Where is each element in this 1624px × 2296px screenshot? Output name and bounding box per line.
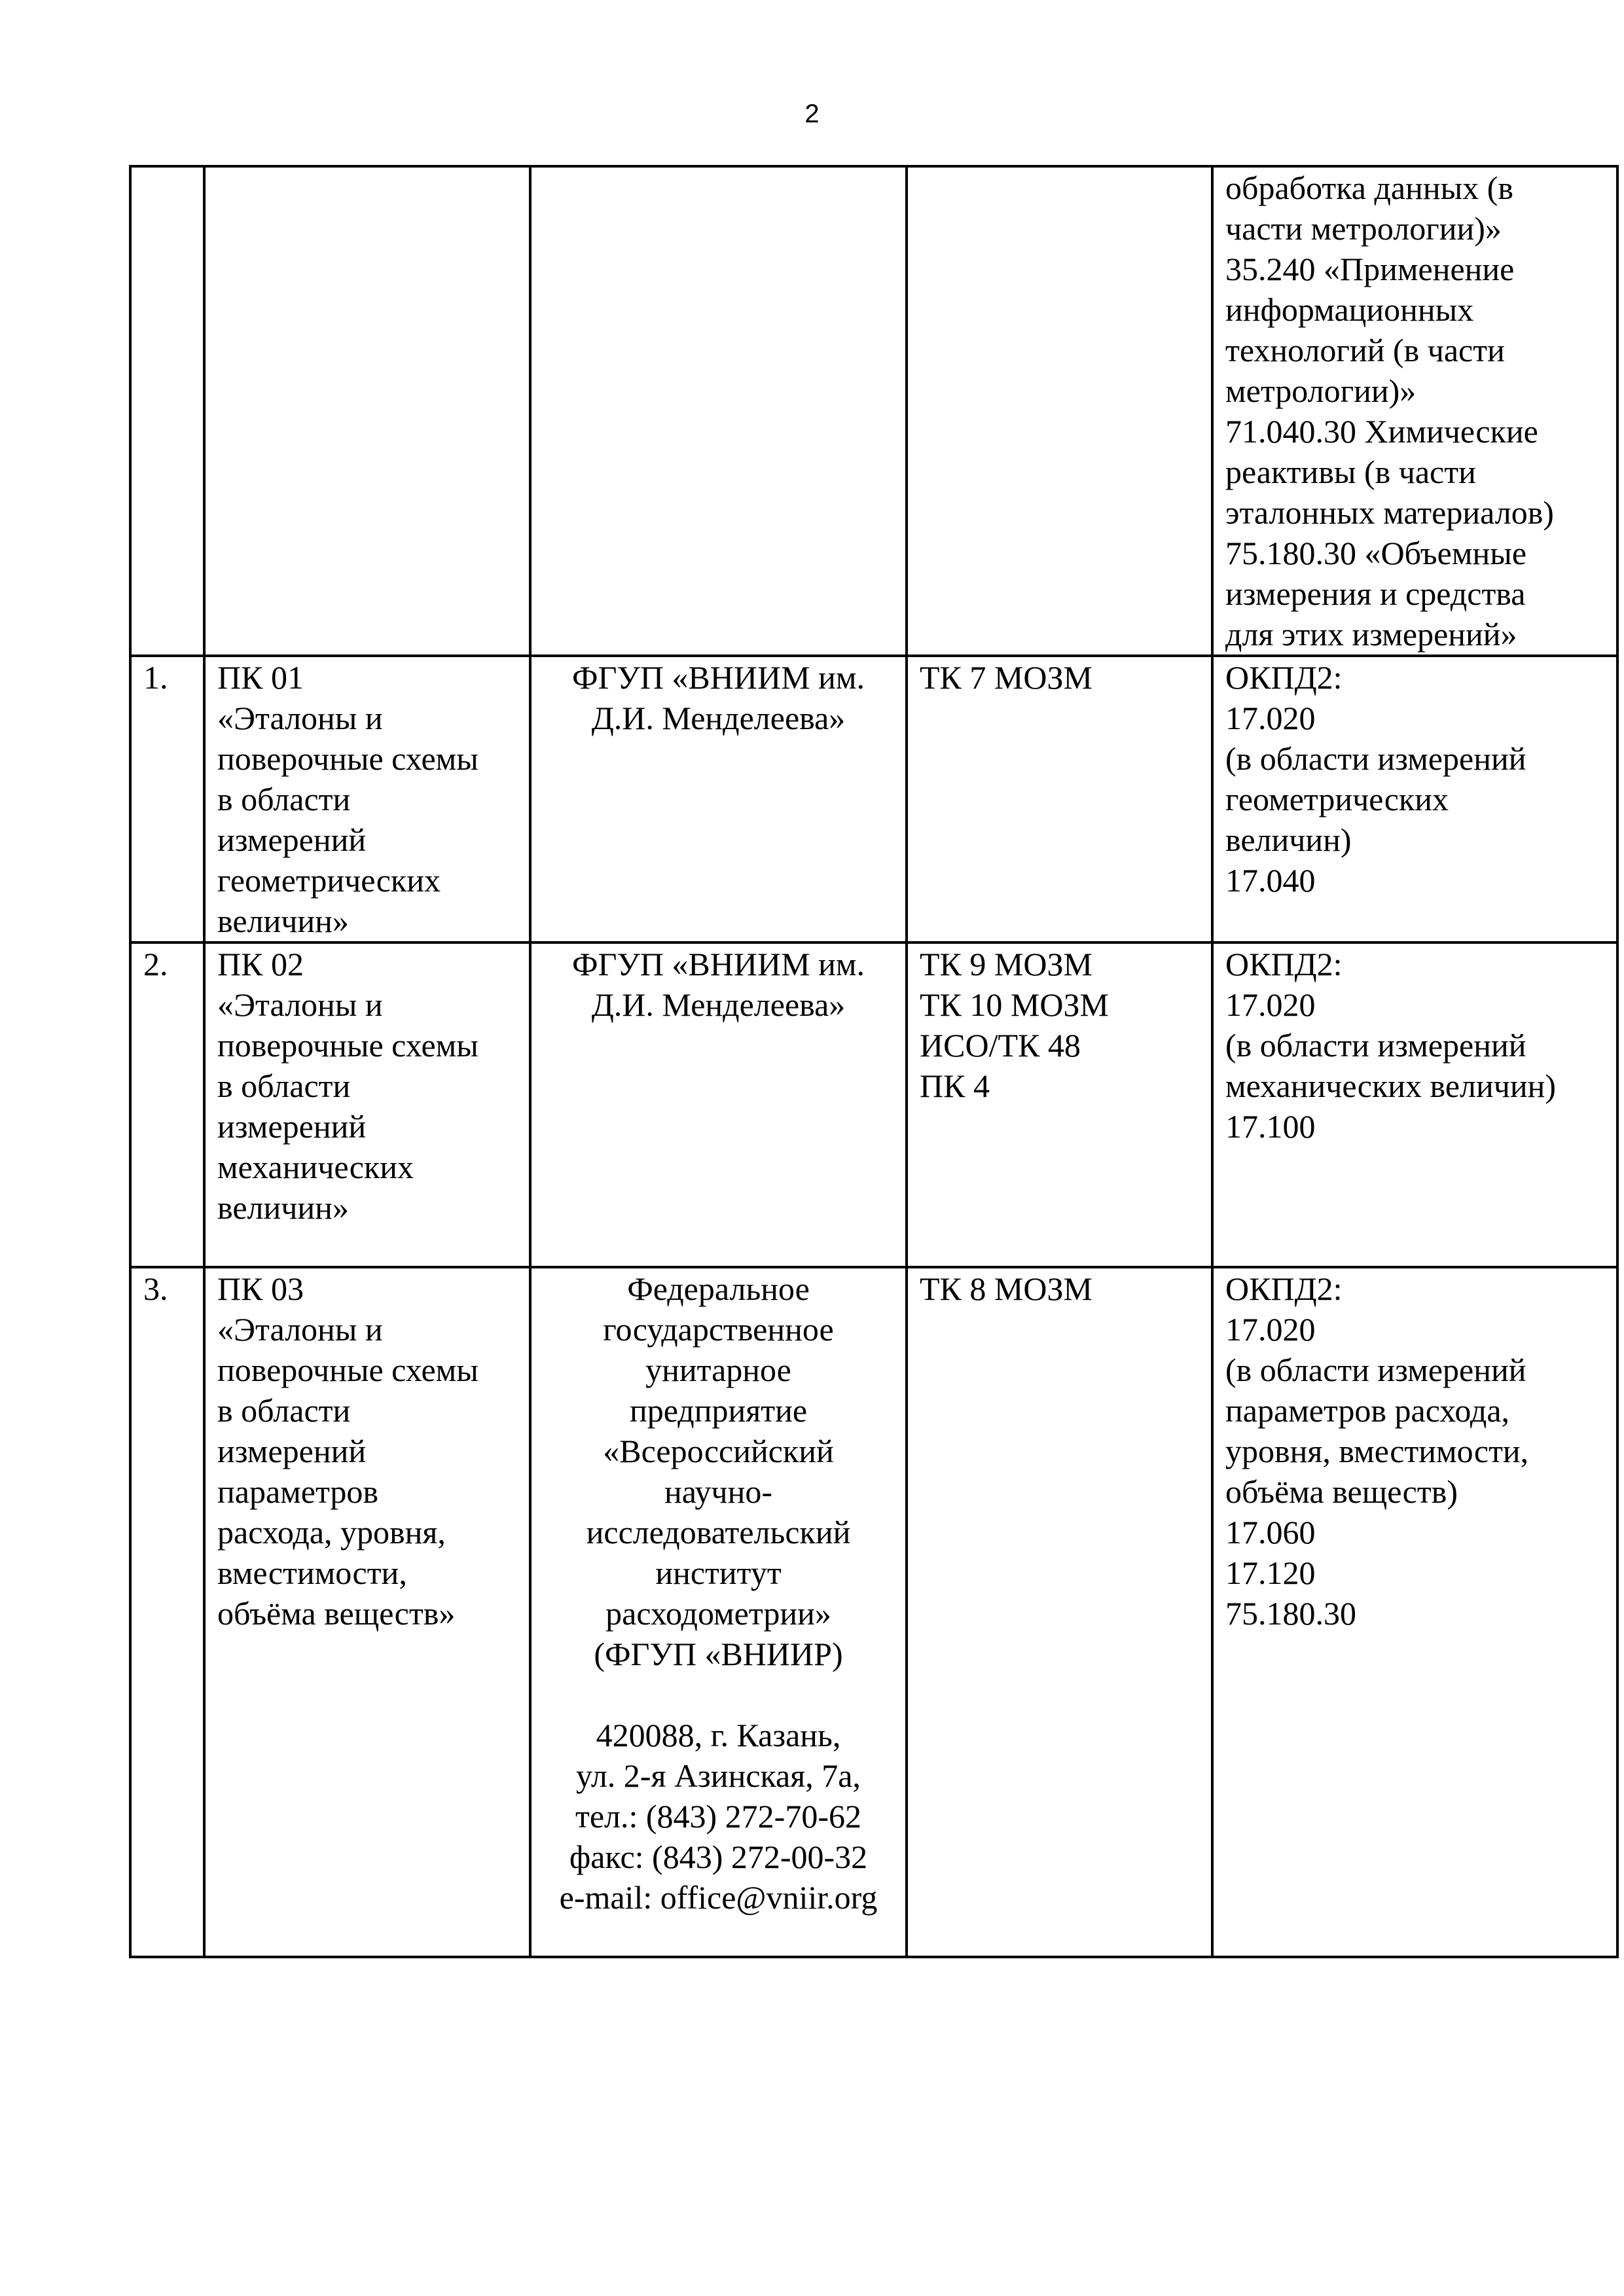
committee-cell	[204, 166, 530, 656]
text-line: (ФГУП «ВНИИР)	[594, 1636, 843, 1672]
organization-cell	[530, 942, 907, 1267]
text-line: ПК 03	[217, 1270, 304, 1307]
text-line: 17.020	[1225, 1311, 1316, 1348]
text-line: величин)	[1225, 821, 1352, 858]
text-line: ул. 2-я Азинская, 7а,	[576, 1757, 861, 1794]
text-line: предприятие	[629, 1392, 808, 1429]
text-line: институт	[655, 1554, 782, 1591]
text-line: измерения и средства	[1225, 575, 1526, 612]
text-line: поверочные схемы	[217, 740, 478, 777]
text-line: 35.240 «Применение	[1225, 251, 1515, 287]
text-line: 17.020	[1225, 700, 1316, 736]
text-line: расходометрии»	[605, 1595, 831, 1632]
text-line: обработка данных (в	[1225, 170, 1513, 206]
classification-cell	[1212, 656, 1617, 942]
text-line: 17.060	[1225, 1514, 1316, 1551]
text-line: Д.И. Менделеева»	[591, 986, 846, 1023]
text-line: измерений	[217, 1433, 367, 1469]
text-line: «Всероссийский	[603, 1433, 834, 1469]
page-number: 2	[804, 99, 820, 128]
organization-cell	[530, 656, 907, 942]
text-line: измерений	[217, 1108, 367, 1145]
number-cell	[130, 166, 204, 656]
text-line: Д.И. Менделеева»	[591, 700, 846, 736]
number-cell: 3.	[130, 1267, 204, 1957]
text-line: ТК 10 МОЗМ	[920, 986, 1109, 1023]
text-line: величин»	[217, 1189, 349, 1226]
classification-cell	[1212, 1267, 1617, 1957]
text-line: ПК 4	[920, 1067, 990, 1104]
organization-cell	[530, 1267, 907, 1957]
text-line: поверочные схемы	[217, 1027, 478, 1064]
text-line: 17.040	[1225, 862, 1316, 899]
organization-name	[538, 1268, 899, 1674]
text-line: технологий (в части	[1225, 332, 1505, 368]
text-line: геометрических	[1225, 781, 1449, 817]
text-line: государственное	[603, 1311, 834, 1348]
text-line: параметров	[217, 1473, 379, 1510]
classification-cell	[1212, 166, 1617, 656]
committee-cell	[204, 942, 530, 1267]
text-line: информационных	[1225, 291, 1474, 328]
table-row	[130, 1267, 1617, 1957]
text-line: научно-	[664, 1473, 772, 1510]
text-line: 17.100	[1225, 1108, 1316, 1145]
international-cell	[907, 656, 1212, 942]
committee-cell	[204, 656, 530, 942]
international-cell	[907, 1267, 1212, 1957]
text-line: вместимости,	[217, 1554, 407, 1591]
text-line: 17.120	[1225, 1554, 1316, 1591]
text-line: исследовательский	[586, 1514, 851, 1551]
table-row	[130, 942, 1617, 1267]
text-line: ТК 7 МОЗМ	[920, 659, 1092, 696]
classification-cell	[1212, 942, 1617, 1267]
number-cell: 2.	[130, 942, 204, 1267]
text-line: унитарное	[645, 1352, 791, 1388]
text-line: поверочные схемы	[217, 1352, 478, 1388]
text-line: e-mail: office@vniir.org	[559, 1879, 878, 1916]
text-line: 75.180.30	[1225, 1595, 1356, 1632]
text-line: ОКПД2:	[1225, 1270, 1343, 1307]
text-line: уровня, вместимости,	[1225, 1433, 1529, 1469]
text-line: в области	[217, 1067, 351, 1104]
text-line: в области	[217, 781, 351, 817]
text-line: эталонных материалов)	[1225, 494, 1554, 531]
text-line: ФГУП «ВНИИМ им.	[572, 659, 865, 696]
text-line: 420088, г. Казань,	[596, 1717, 841, 1753]
text-line: ТК 9 МОЗМ	[920, 946, 1092, 982]
text-line: «Эталоны и	[217, 986, 383, 1023]
text-line: реактивы (в части	[1225, 454, 1476, 490]
text-line: механических величин)	[1225, 1067, 1557, 1104]
text-line: ФГУП «ВНИИМ им.	[572, 946, 865, 982]
text-line: «Эталоны и	[217, 1311, 383, 1348]
text-line: механических	[217, 1149, 414, 1185]
text-line: метрологии)»	[1225, 372, 1416, 409]
text-line: «Эталоны и	[217, 700, 383, 736]
number-cell: 1.	[130, 656, 204, 942]
text-line: ОКПД2:	[1225, 659, 1343, 696]
table-row	[130, 656, 1617, 942]
organization-contacts	[538, 1715, 899, 1918]
text-line: измерений	[217, 821, 367, 858]
international-cell	[907, 942, 1212, 1267]
text-line: ОКПД2:	[1225, 946, 1343, 982]
text-line: в области	[217, 1392, 351, 1429]
text-line: ИСО/ТК 48	[920, 1027, 1081, 1064]
text-line: геометрических	[217, 862, 441, 899]
text-line: 17.020	[1225, 986, 1316, 1023]
organization-cell	[530, 166, 907, 656]
text-line: 71.040.30 Химические	[1225, 413, 1538, 450]
text-line: величин»	[217, 903, 349, 939]
text-line: (в области измерений	[1225, 740, 1526, 777]
text-line: объёма веществ»	[217, 1595, 456, 1632]
text-line: ТК 8 МОЗМ	[920, 1270, 1092, 1307]
text-line: объёма веществ)	[1225, 1473, 1458, 1510]
text-line: тел.: (843) 272-70-62	[575, 1798, 861, 1835]
table-row-continuation	[130, 166, 1617, 656]
text-line: части метрологии)»	[1225, 210, 1502, 247]
text-line: ПК 01	[217, 659, 304, 696]
text-line: параметров расхода,	[1225, 1392, 1510, 1429]
international-cell	[907, 166, 1212, 656]
text-line: для этих измерений»	[1225, 616, 1517, 653]
text-line: ПК 02	[217, 946, 304, 982]
committees-table	[129, 165, 1619, 1958]
text-line: расхода, уровня,	[217, 1514, 446, 1551]
text-line: 75.180.30 «Объемные	[1225, 535, 1527, 571]
text-line: факс: (843) 272-00-32	[569, 1839, 868, 1875]
committee-cell	[204, 1267, 530, 1957]
text-line: (в области измерений	[1225, 1027, 1526, 1064]
text-line: Федеральное	[627, 1270, 810, 1307]
text-line: (в области измерений	[1225, 1352, 1526, 1388]
